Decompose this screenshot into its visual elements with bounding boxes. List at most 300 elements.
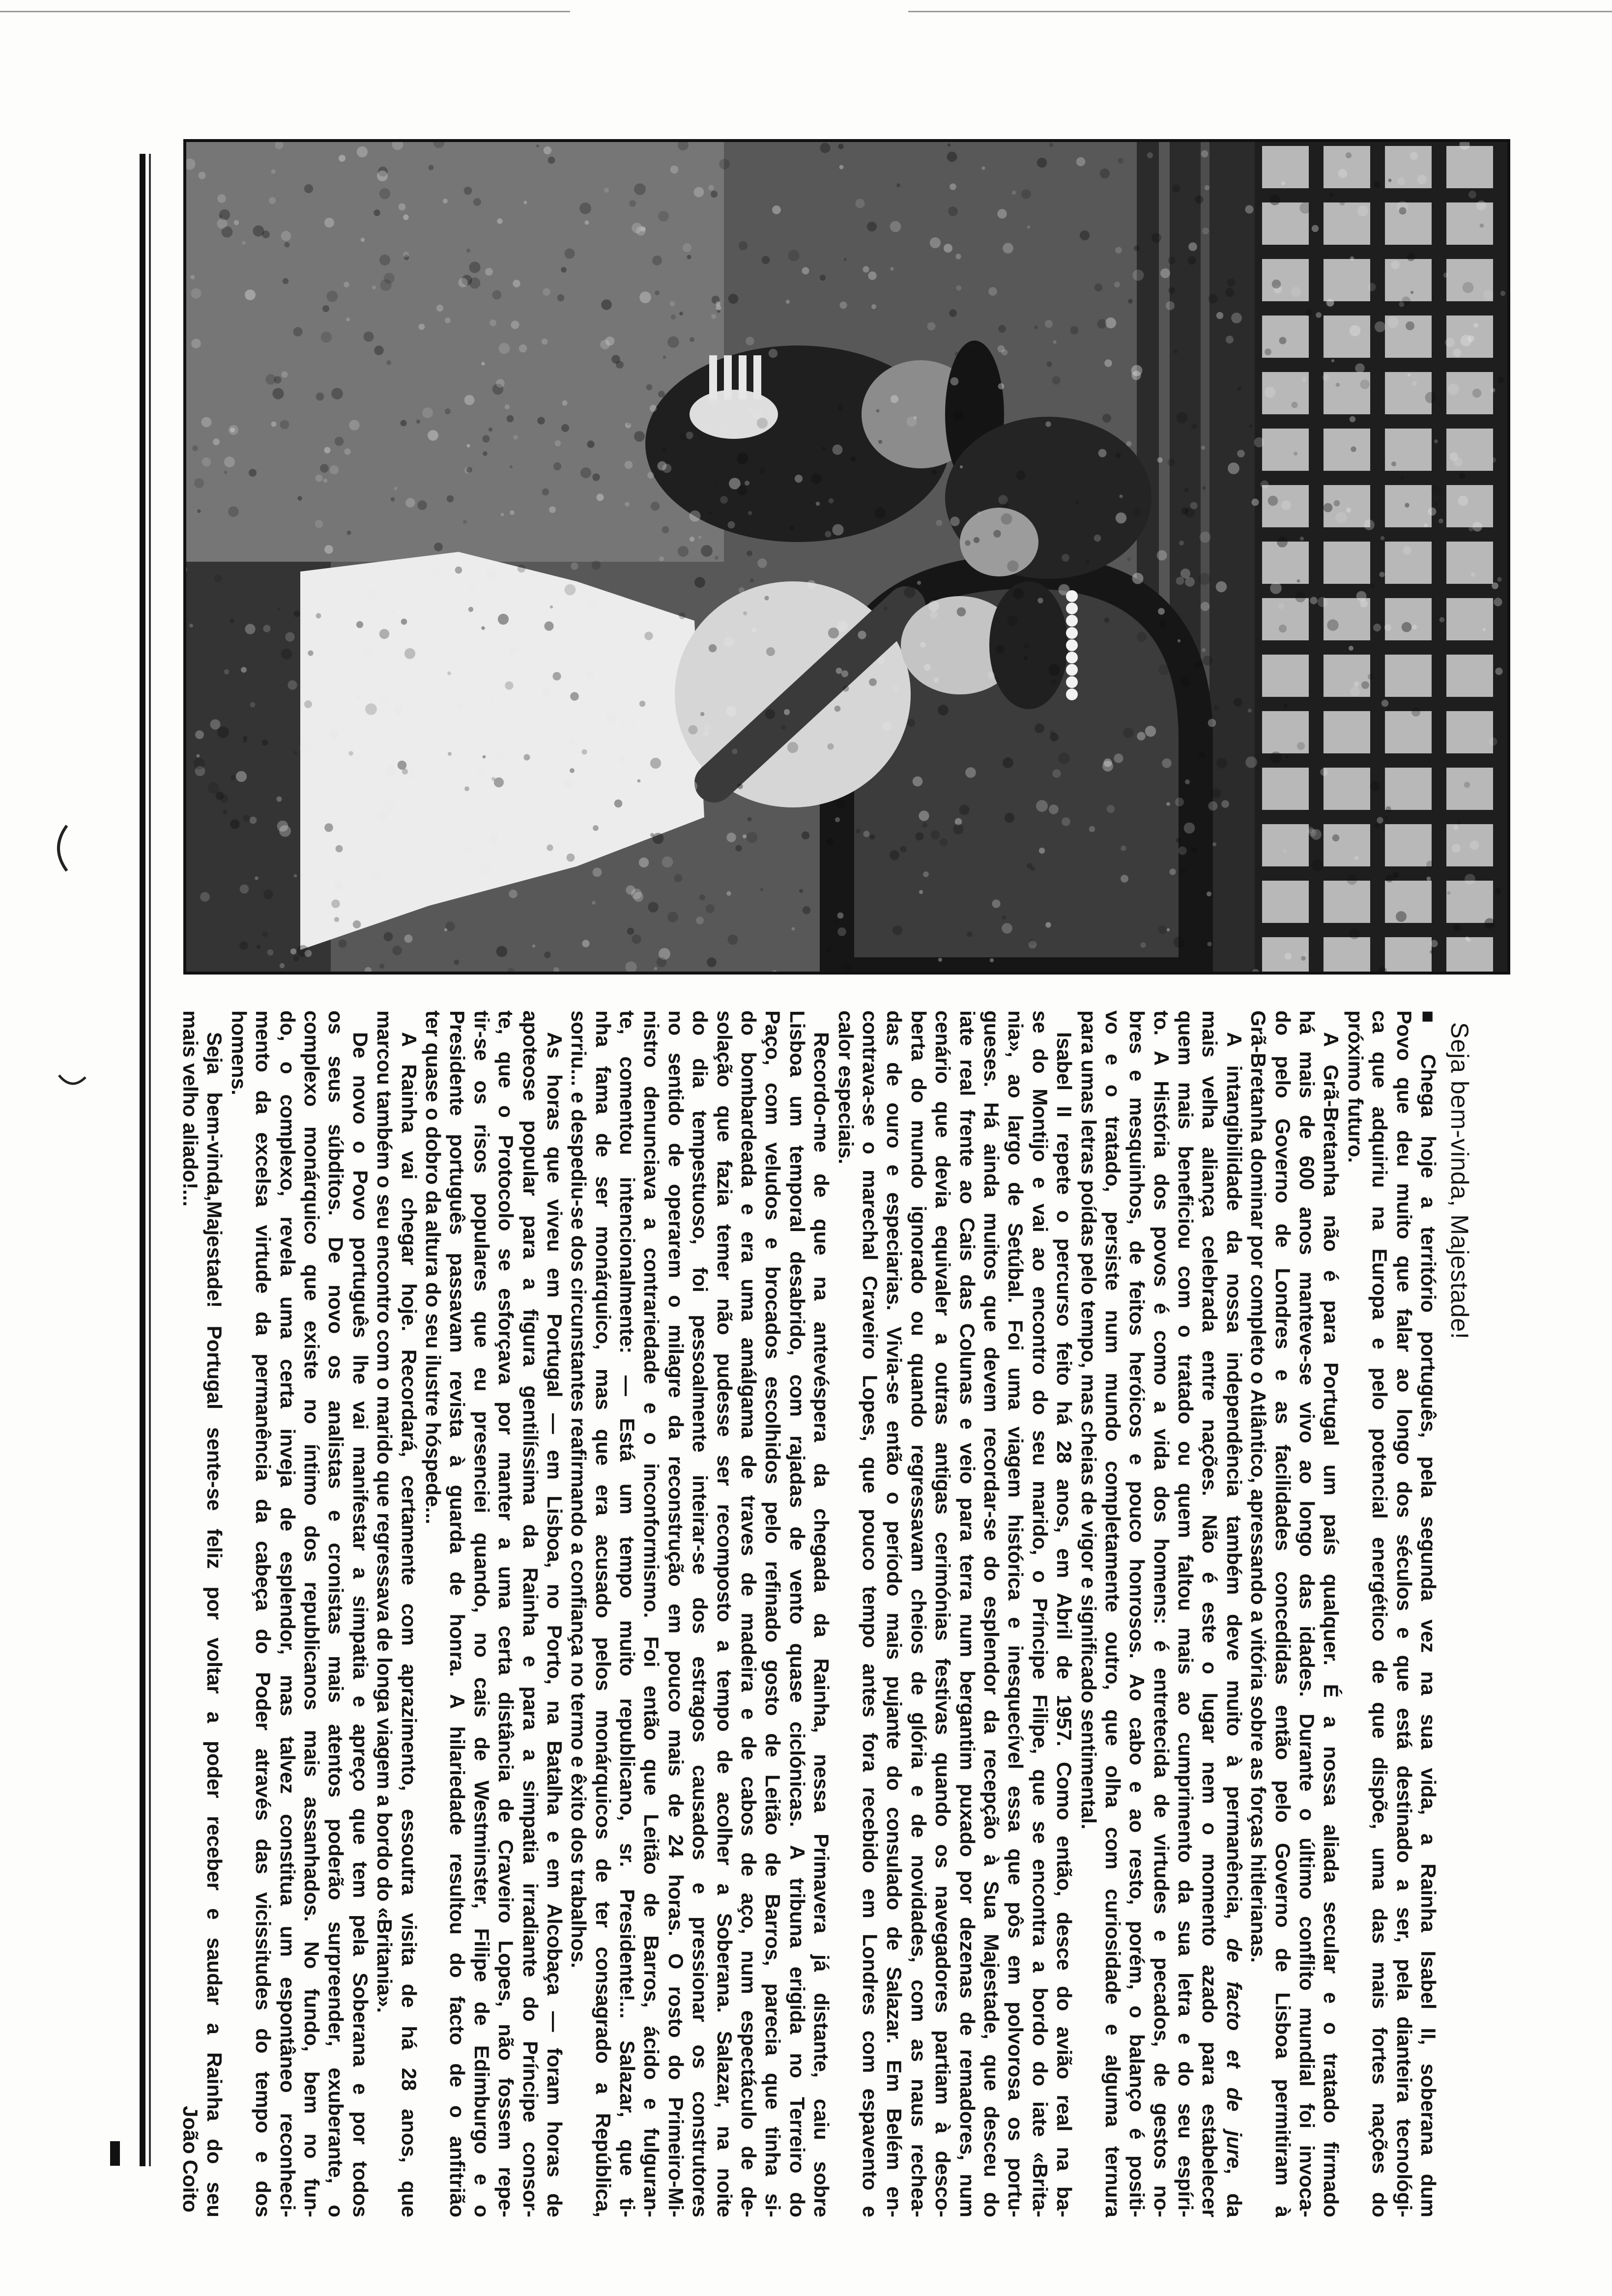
photo-grain [217, 726, 229, 738]
photo-grain [751, 628, 756, 632]
article-line: te, que o Protocolo se esforçava por manter a uma certa distância de Craveiro Lopes, não fossem repe- [494, 1010, 518, 2217]
photo-grain [1349, 928, 1360, 939]
photo-grain [709, 396, 719, 405]
photo-grain [1391, 461, 1396, 466]
photo-grain [1024, 656, 1028, 660]
photo-grain [988, 672, 995, 679]
photo-grain [820, 275, 826, 281]
wall-tile [1446, 429, 1493, 471]
photo-grain [1472, 522, 1482, 532]
photo-grain [361, 645, 373, 656]
photo-grain [1191, 423, 1197, 429]
photo-grain [372, 286, 376, 289]
photo-grain [764, 596, 769, 600]
photo-grain [1303, 952, 1307, 956]
paragraph [421, 1010, 567, 2217]
photo-grain [278, 608, 281, 611]
photo-grain [496, 946, 508, 957]
photo-grain [243, 815, 250, 822]
photo-grain [1464, 782, 1470, 788]
photo-grain [1200, 532, 1211, 543]
photo-grain [230, 618, 234, 623]
photo-grain [1180, 569, 1190, 578]
photo-grain [1405, 503, 1409, 507]
photo-grain [1174, 937, 1185, 948]
photo-grain [826, 948, 831, 953]
photo-grain [746, 337, 754, 345]
photo-grain [844, 258, 847, 261]
photo-grain [750, 578, 754, 582]
photo-grain [1297, 579, 1300, 583]
photo-grain [570, 768, 575, 773]
photo-grain [600, 340, 610, 349]
photo-grain [1208, 294, 1217, 303]
photo-grain [948, 206, 958, 216]
photo-grain [228, 506, 239, 517]
photo-grain [1310, 597, 1317, 604]
photo-grain [384, 799, 396, 811]
photo-grain [839, 165, 844, 170]
photo-grain [1102, 414, 1111, 423]
article-line: calor especiais. [834, 1010, 858, 1164]
photo-grain [457, 703, 463, 710]
photo-grain [1131, 365, 1143, 376]
photo-grain [564, 778, 573, 788]
photo-grain [698, 536, 701, 539]
photo-grain [505, 681, 513, 689]
article-line: Lisboa um temporal desabrido, com rajadas de vento quase ciclónicas. A tribuna erigida no Terreiro do [785, 1010, 809, 2217]
photo-grain [1151, 233, 1161, 243]
photo-grain [1048, 664, 1060, 676]
article-closing-line [178, 1010, 202, 2217]
photo-grain [1417, 175, 1427, 184]
photo-grain [869, 678, 877, 686]
photo-grain [728, 521, 735, 529]
photo-grain [361, 238, 365, 242]
photo-grain [294, 611, 300, 617]
photo-grain [1211, 788, 1221, 798]
photo-grain [277, 821, 288, 832]
photo-grain [249, 469, 257, 477]
photo-grain [709, 512, 712, 515]
photo-grain [1439, 518, 1443, 523]
photo-grain [592, 901, 596, 905]
photo-grain [1237, 450, 1245, 458]
photo-grain [1463, 282, 1474, 293]
photo-grain [1029, 941, 1037, 949]
photo-grain [1336, 383, 1340, 387]
photo-grain [1207, 891, 1211, 896]
photo-grain [336, 717, 340, 721]
photo-grain [257, 945, 260, 949]
photo-grain [253, 226, 264, 237]
photo-grain [636, 226, 645, 235]
photo-grain [1133, 270, 1144, 281]
photo-grain [671, 315, 676, 319]
photo-grain [1103, 758, 1112, 767]
photo-grain [316, 475, 323, 482]
photo-grain [748, 511, 752, 516]
photo-grain [372, 872, 383, 883]
photo-grain [428, 430, 438, 441]
wall-tile [1262, 259, 1309, 301]
photo-grain [466, 249, 470, 253]
photo-grain [1371, 584, 1375, 588]
photo-grain [904, 586, 915, 598]
photo-grain [1468, 526, 1473, 531]
photo-grain [913, 776, 923, 787]
photo-grain [1465, 874, 1475, 885]
photo-grain [803, 906, 811, 915]
photo-grain [202, 417, 212, 428]
latin-phrase: de facto et de jure [1222, 1938, 1246, 2169]
photo-grain [334, 917, 339, 922]
photo-grain [867, 222, 877, 231]
photo-grain [416, 420, 420, 424]
photo-grain [489, 428, 493, 432]
photo-grain [711, 314, 716, 319]
photo-grain [587, 598, 597, 608]
photo-grain [240, 885, 249, 894]
photo-grain [1402, 296, 1410, 305]
line-text: A intangibilidade da nossa independência também deve muito à permanência, [1222, 1032, 1246, 1938]
photo-grain [496, 379, 505, 388]
photo-grain [1270, 582, 1282, 594]
photo-grain [193, 758, 205, 770]
photo-grain [927, 322, 936, 331]
photo-grain [392, 946, 402, 955]
photo-grain [447, 671, 451, 675]
photo-grain [625, 422, 631, 428]
photo-grain [1191, 847, 1197, 853]
photo-grain [807, 580, 816, 589]
photo-grain [940, 838, 948, 847]
photo-grain [544, 951, 550, 958]
photo-grain [346, 317, 350, 321]
photo-grain [549, 506, 556, 513]
photo-grain [482, 362, 485, 366]
photo-grain [694, 577, 705, 588]
photo-grain [1439, 617, 1445, 623]
photo-grain [262, 740, 268, 746]
paragraph [373, 1010, 421, 2217]
photo-grain [639, 701, 645, 707]
photo-grain [236, 771, 247, 782]
photo-grain [380, 279, 392, 291]
photo-grain [1181, 508, 1189, 515]
photo-grain [486, 569, 496, 579]
article-line: De novo o Povo português lhe vai manifestar a simpatia e apreço que tem pela Soberana e por todos [348, 1032, 372, 2217]
photo-grain [555, 440, 561, 447]
photo-grain [974, 537, 979, 543]
photo-grain [1410, 291, 1413, 294]
photo-grain [1132, 573, 1144, 584]
article-line: complexo monárquico que existe no íntimo dos republicanos mais assanhados. No fundo, bem no fun- [300, 1010, 324, 2217]
article-line: cenário que devia equivaler a outras antigas cerimónias festivas quando os navegadores partiam à desco- [931, 1010, 955, 2217]
article-line: gueses. Há ainda muitos que devem recordar-se do esplendor da recepção à Sua Majestade, que desceu do [979, 1010, 1003, 2217]
photo-grain [670, 301, 675, 307]
photo-grain [262, 931, 268, 937]
photo-grain [348, 751, 353, 756]
article-line: próximo futuro. [1344, 1010, 1367, 1163]
photo-grain [1294, 452, 1297, 456]
photo-grain [1272, 280, 1281, 288]
photo-grain [950, 517, 960, 526]
photo-grain [723, 636, 734, 647]
photo-grain [719, 159, 729, 169]
photo-grain [1094, 284, 1102, 291]
photo-grain [1051, 679, 1057, 685]
photo-grain [1425, 392, 1437, 403]
photo-grain [1104, 618, 1110, 623]
photo-grain [505, 404, 510, 409]
photo-grain [757, 558, 767, 568]
photo-grain [1360, 379, 1369, 389]
photo-grain [1059, 584, 1070, 596]
photo-grain [871, 304, 876, 309]
photo-grain [1145, 726, 1156, 737]
photo-grain [192, 445, 198, 451]
paragraph [834, 1010, 1076, 2217]
photo-grain [464, 395, 475, 405]
photo-grain [1495, 667, 1502, 675]
photo-grain [335, 437, 344, 446]
photo-grain [1216, 312, 1223, 319]
photo-grain [519, 344, 527, 352]
photo-grain [930, 611, 938, 619]
photo-grain [896, 183, 900, 187]
photo-grain [1227, 279, 1236, 287]
photo-grain [466, 467, 472, 473]
photo-grain [429, 165, 434, 171]
photo-grain [678, 546, 689, 557]
photo-grain [1168, 257, 1175, 264]
photo-grain [198, 172, 205, 179]
paragraph [1076, 1010, 1246, 2217]
photo-grain [592, 561, 601, 570]
photo-grain [356, 695, 361, 700]
wall-tile [1385, 202, 1432, 245]
photo-grain [619, 756, 625, 762]
photo-grain [1128, 299, 1133, 304]
photo-grain [1470, 841, 1479, 850]
photo-grain [1147, 152, 1153, 158]
photo-grain [1119, 494, 1123, 498]
photo-grain [1123, 727, 1134, 738]
photo-grain [339, 155, 345, 162]
photo-grain [1380, 572, 1385, 577]
photo-grain [509, 890, 517, 898]
photo-grain [715, 556, 719, 560]
wall-tile [1262, 881, 1309, 923]
photo-grain [320, 464, 329, 473]
photo-grain [949, 309, 957, 317]
photo-grain [386, 360, 391, 365]
article-line: do dia tempestuoso, foi pessoalmente inteirar-se dos estragos causados e pressionar os construtores [689, 1010, 712, 2217]
photo-grain [305, 950, 312, 957]
photo-grain [481, 865, 492, 877]
photo-grain [766, 647, 775, 656]
photo-grain [884, 606, 887, 610]
photo-grain [585, 221, 589, 225]
photo-grain [930, 237, 941, 248]
photo-grain [1484, 918, 1495, 928]
photo-grain [1453, 825, 1458, 830]
photo-grain [1322, 374, 1328, 380]
photo-grain [322, 305, 329, 312]
photo-grain [543, 288, 550, 296]
photo-grain [532, 945, 536, 948]
photo-grain [263, 625, 270, 632]
photo-grain [1427, 877, 1431, 881]
photo-grain [394, 487, 398, 490]
photo-grain [1299, 202, 1311, 213]
photo-grain [679, 312, 683, 316]
photo-grain [627, 928, 634, 935]
photo-grain [747, 550, 752, 556]
photo [183, 139, 1510, 975]
photo-grain [992, 899, 1000, 908]
photo-grain [1476, 201, 1486, 210]
line-text: , da [1222, 2168, 1246, 2217]
photo-grain [1158, 608, 1165, 615]
article-line: mento da excelsa virtude da permanência da cabeça do Poder através das vicissitudes do tempo e dos [252, 1010, 275, 2217]
photo-grain [1045, 421, 1051, 427]
photo-grain [948, 144, 950, 146]
photo-grain [1269, 195, 1280, 205]
photo-grain [687, 255, 691, 259]
photo-grain [1279, 337, 1287, 344]
photo-grain [1213, 705, 1219, 711]
photo-grain [277, 797, 282, 802]
photo-grain [1234, 698, 1242, 707]
photo-grain [1265, 387, 1276, 398]
queen-tiara [1066, 590, 1078, 700]
photo-grain [856, 829, 861, 833]
photo-grain [1491, 458, 1497, 463]
photo-grain [1177, 412, 1188, 424]
photo-grain [1381, 536, 1385, 541]
photo-grain [1003, 757, 1013, 768]
wall-tile [1262, 824, 1309, 866]
article-line: do pelo Governo de Londres e as facilidades concedidas então pelo Governo de Lisboa permitiram à [1271, 1010, 1295, 2217]
photo-grain [690, 337, 694, 342]
photo-grain [1424, 523, 1428, 527]
wall-tile [1446, 485, 1493, 527]
photo-grain [726, 891, 731, 895]
photo-grain [491, 777, 495, 781]
photo-grain [489, 699, 494, 705]
photo-grain [772, 205, 781, 214]
photo-grain [1302, 377, 1307, 382]
photo-grain [1184, 823, 1195, 834]
photo-grain [391, 610, 395, 614]
photo-grain [863, 266, 869, 272]
tiara-bead [1066, 676, 1078, 688]
article-line [1222, 1010, 1246, 2217]
photo-grain [1300, 537, 1304, 541]
photo-grain [1052, 376, 1060, 384]
photo-grain [377, 811, 387, 821]
wall-tile [1385, 655, 1432, 697]
photo-grain [1158, 925, 1167, 934]
photo-grain [1458, 496, 1468, 506]
photo-grain [1480, 224, 1484, 228]
wall-tile [1385, 824, 1432, 866]
photo-grain [874, 507, 886, 518]
photo-grain [816, 502, 820, 506]
photo-grain [1327, 619, 1338, 631]
photo-grain [1097, 319, 1106, 328]
photo-grain [1297, 742, 1305, 750]
photo-grain [567, 854, 575, 862]
photo-grain [315, 520, 323, 528]
photo-grain [696, 917, 704, 924]
photo-grain [938, 958, 942, 962]
photo-grain [1178, 639, 1180, 642]
photo-grain [1174, 349, 1178, 354]
photo-grain [965, 540, 970, 545]
medal-ribbon [753, 355, 761, 400]
article-line: os seus súbditos. De novo os analistas e cronistas mais atentos poderão surpreender, exuberante, o [324, 1010, 348, 2217]
photo-grain [728, 294, 739, 304]
photo-grain [967, 931, 972, 937]
photo-grain [513, 717, 517, 720]
photo-grain [518, 565, 525, 573]
photo-grain [1403, 546, 1411, 555]
photo-grain [663, 356, 666, 359]
photo-grain [662, 526, 669, 534]
photo-grain [464, 786, 469, 791]
photo-grain [690, 537, 694, 542]
photo-grain [324, 823, 333, 832]
photo-grain [403, 214, 408, 220]
photo-grain [405, 498, 415, 507]
article-line: to. A História dos povos é como a vida dos homens: é entretecida de virtudes e pecados, de gestos no- [1150, 1010, 1173, 2217]
photo-grain [399, 203, 406, 211]
photo-grain [1013, 588, 1024, 599]
photo-grain [1332, 834, 1340, 842]
photo-grain [1207, 942, 1211, 946]
article-line: ter quase o dobro da altura do seu ilustre hóspede... [421, 1010, 445, 1524]
photo-grain [890, 267, 893, 270]
photo-grain [597, 494, 604, 501]
photo-grain [297, 496, 302, 500]
wall-tile [1385, 768, 1432, 810]
photo-grain [344, 282, 349, 287]
photo-grain [835, 706, 841, 712]
wall-tile [1324, 146, 1370, 188]
photo-grain [202, 458, 211, 466]
photo-grain [737, 486, 747, 495]
photo-grain [836, 799, 846, 809]
article-line: no sentido de operarem o milagre da reconstrução em pouco mais de 24 horas. O rosto do Primeiro-Mi- [664, 1010, 688, 2217]
photo-grain [507, 415, 514, 423]
photo-grain [623, 662, 628, 667]
photo-grain [1284, 704, 1288, 708]
article-line: nistro denunciava a contrariedade e o inconformismo. Foi então que Leitão de Barros, ácido e fulguran- [640, 1010, 663, 2217]
photo-grain [919, 890, 923, 894]
photo-grain [1346, 508, 1351, 513]
photo-grain [1278, 603, 1284, 609]
photo-grain [463, 520, 467, 524]
photo-grain [1118, 158, 1123, 164]
photo-grain [547, 844, 553, 851]
article-line: Grã-Bretanha dominar por completo o Atlântico, apressando a vitória sobre as forças hitlerianas. [1247, 1010, 1270, 1963]
tiara-bead [1066, 664, 1078, 676]
photo-grain [331, 899, 340, 908]
photo-grain [654, 967, 658, 971]
